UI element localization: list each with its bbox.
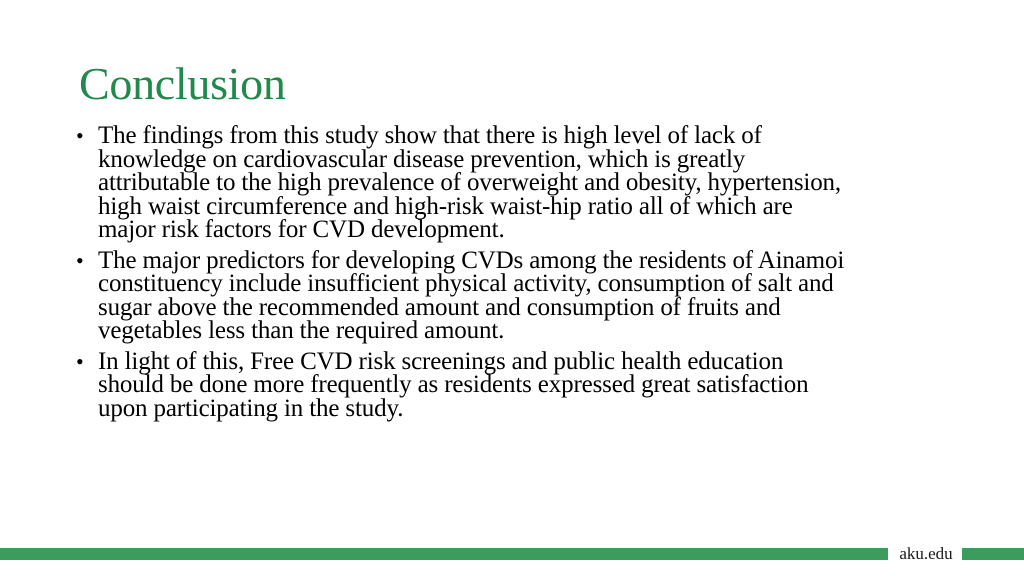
bullet-line: In light of this, Free CVD risk screenings and public health education: [98, 347, 784, 375]
bullet-line: attributable to the high prevalence of overweight and obesity, hypertension,: [98, 169, 841, 196]
bullet-marker: •: [76, 348, 84, 374]
footer-bar-right: [962, 548, 1024, 560]
slide-title: Conclusion: [79, 58, 286, 109]
bullet-line: The major predictors for developing CVDs among the residents of Ainamoi: [98, 246, 845, 274]
bullet-item-predictors: [76, 246, 956, 344]
bullet-marker: •: [76, 247, 84, 273]
bullet-line: high waist circumference and high-risk waist-hip ratio all of which are: [98, 192, 793, 220]
bullet-line: vegetables less than the required amount.: [98, 317, 505, 344]
bullet-item-recommendation: [76, 347, 956, 422]
footer-site-label: aku.edu: [899, 544, 953, 563]
bullet-line: sugar above the recommended amount and consumption of fruits and: [98, 293, 781, 321]
bullet-line: should be done more frequently as residents expressed great satisfaction: [98, 371, 809, 398]
bullet-line: major risk factors for CVD development.: [98, 216, 505, 243]
bullet-line: constituency include insufficient physical activity, consumption of salt and: [98, 270, 834, 297]
footer-bar-left: [0, 548, 888, 560]
bullet-line: The findings from this study show that there is high level of lack of: [98, 122, 762, 149]
bullet-list: [76, 124, 956, 427]
bullet-line: upon participating in the study.: [98, 394, 404, 422]
bullet-line: knowledge on cardiovascular disease prevention, which is greatly: [98, 145, 746, 173]
bullet-marker: •: [76, 123, 84, 148]
bullet-item-findings: [76, 124, 956, 242]
